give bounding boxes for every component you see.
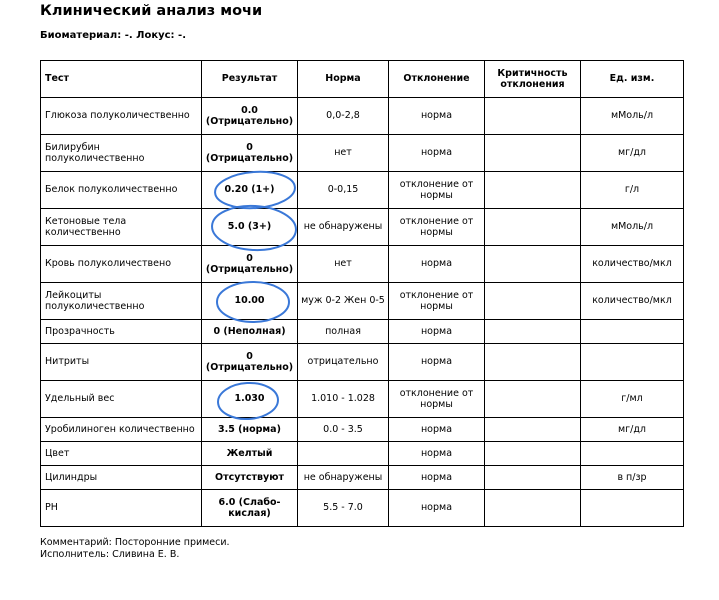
column-header-deviation: Отклонение [389, 61, 485, 98]
cell-result: 0 (Отрицательно) [202, 135, 298, 172]
cell-criticality [485, 172, 581, 209]
table-row [41, 381, 684, 418]
cell-test: Нитриты [41, 344, 202, 381]
cell-norm: муж 0-2 Жен 0-5 [298, 283, 389, 320]
column-header-result: Результат [202, 61, 298, 98]
cell-test: PH [41, 490, 202, 527]
cell-criticality [485, 283, 581, 320]
cell-norm: 0-0,15 [298, 172, 389, 209]
cell-unit [581, 320, 684, 344]
cell-result: 1.030 [202, 381, 298, 418]
column-header-unit: Ед. изм. [581, 61, 684, 98]
cell-result: Отсутствуют [202, 466, 298, 490]
cell-deviation: норма [389, 344, 485, 381]
cell-criticality [485, 442, 581, 466]
cell-criticality [485, 98, 581, 135]
cell-criticality [485, 209, 581, 246]
cell-test: Кетоновые тела количественно [41, 209, 202, 246]
column-header-norm: Норма [298, 61, 389, 98]
cell-test: Белок полуколичественно [41, 172, 202, 209]
table-row [41, 418, 684, 442]
cell-norm [298, 442, 389, 466]
table-row [41, 246, 684, 283]
cell-norm: 0,0-2,8 [298, 98, 389, 135]
cell-deviation: норма [389, 135, 485, 172]
cell-unit: количество/мкл [581, 283, 684, 320]
table-row [41, 172, 684, 209]
table-row [41, 98, 684, 135]
cell-unit: мМоль/л [581, 209, 684, 246]
cell-test: Удельный вес [41, 381, 202, 418]
cell-result: 0.0 (Отрицательно) [202, 98, 298, 135]
cell-result: 5.0 (3+) [202, 209, 298, 246]
cell-deviation: норма [389, 98, 485, 135]
results-table [40, 60, 684, 527]
cell-result: 3.5 (норма) [202, 418, 298, 442]
cell-test: Прозрачность [41, 320, 202, 344]
cell-unit: г/л [581, 172, 684, 209]
column-header-test: Тест [41, 61, 202, 98]
cell-deviation: норма [389, 320, 485, 344]
cell-unit: количество/мкл [581, 246, 684, 283]
column-header-criticality: Критичность отклонения [485, 61, 581, 98]
cell-deviation: норма [389, 442, 485, 466]
page-title: Клинический анализ мочи [40, 3, 263, 19]
table-header-row [41, 61, 684, 98]
cell-result: 0 (Отрицательно) [202, 344, 298, 381]
cell-norm: нет [298, 246, 389, 283]
table-row [41, 209, 684, 246]
cell-norm: полная [298, 320, 389, 344]
cell-unit: мг/дл [581, 135, 684, 172]
cell-criticality [485, 135, 581, 172]
cell-norm: не обнаружены [298, 466, 389, 490]
cell-test: Уробилиноген количественно [41, 418, 202, 442]
table-row [41, 135, 684, 172]
cell-result: Желтый [202, 442, 298, 466]
cell-norm: отрицательно [298, 344, 389, 381]
cell-deviation: отклонение от нормы [389, 283, 485, 320]
cell-result: 0.20 (1+) [202, 172, 298, 209]
cell-test: Цилиндры [41, 466, 202, 490]
cell-unit [581, 490, 684, 527]
cell-result: 6.0 (Слабо-кислая) [202, 490, 298, 527]
cell-test: Кровь полуколичествено [41, 246, 202, 283]
cell-test: Цвет [41, 442, 202, 466]
cell-test: Глюкоза полуколичественно [41, 98, 202, 135]
cell-deviation: отклонение от нормы [389, 172, 485, 209]
cell-deviation: норма [389, 418, 485, 442]
cell-unit: мМоль/л [581, 98, 684, 135]
table-row [41, 283, 684, 320]
cell-criticality [485, 381, 581, 418]
table-row [41, 490, 684, 527]
cell-criticality [485, 246, 581, 283]
cell-criticality [485, 344, 581, 381]
cell-norm: 1.010 - 1.028 [298, 381, 389, 418]
cell-unit: г/мл [581, 381, 684, 418]
cell-result: 0 (Неполная) [202, 320, 298, 344]
cell-result: 10.00 [202, 283, 298, 320]
cell-norm: не обнаружены [298, 209, 389, 246]
comment-text: Комментарий: Посторонние примеси. [40, 537, 230, 548]
cell-norm: 0.0 - 3.5 [298, 418, 389, 442]
cell-unit [581, 442, 684, 466]
cell-criticality [485, 320, 581, 344]
cell-norm: нет [298, 135, 389, 172]
table-row [41, 344, 684, 381]
table-row [41, 466, 684, 490]
cell-result: 0 (Отрицательно) [202, 246, 298, 283]
cell-unit [581, 344, 684, 381]
cell-test: Лейкоциты полуколичественно [41, 283, 202, 320]
cell-deviation: норма [389, 246, 485, 283]
cell-unit: в п/зр [581, 466, 684, 490]
executor-text: Исполнитель: Сливина Е. В. [40, 549, 180, 560]
table-row [41, 320, 684, 344]
cell-unit: мг/дл [581, 418, 684, 442]
cell-deviation: отклонение от нормы [389, 209, 485, 246]
table-row [41, 442, 684, 466]
cell-norm: 5.5 - 7.0 [298, 490, 389, 527]
cell-test: Билирубин полуколичественно [41, 135, 202, 172]
cell-criticality [485, 490, 581, 527]
cell-criticality [485, 418, 581, 442]
cell-deviation: норма [389, 490, 485, 527]
cell-criticality [485, 466, 581, 490]
cell-deviation: норма [389, 466, 485, 490]
biomaterial-locus: Биоматериал: -. Локус: -. [40, 30, 186, 41]
cell-deviation: отклонение от нормы [389, 381, 485, 418]
